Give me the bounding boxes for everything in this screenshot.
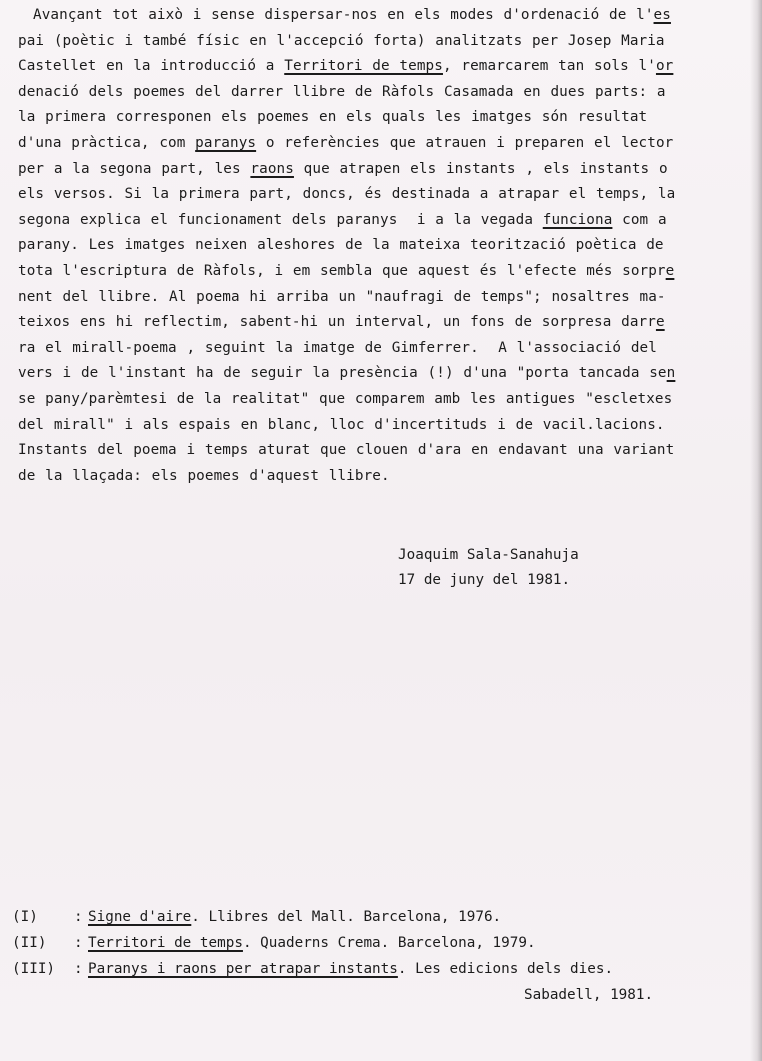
text-segment: Castellet en la introducció a: [18, 58, 285, 75]
reference-publisher: . Quaderns Crema. Barcelona, 1979.: [242, 935, 536, 951]
text-line: [18, 259, 718, 285]
underlined-text: n: [666, 365, 676, 382]
reference-publisher: . Llibres del Mall. Barcelona, 1976.: [191, 909, 502, 925]
text-segment: parany. Les imatges neixen aleshores de la mateixa teorització poètica de: [18, 237, 664, 254]
text-segment: Instants del poema i temps aturat que clouen d'ara en endavant una variant: [18, 442, 675, 459]
reference-number: (II): [12, 935, 47, 951]
text-segment: que atrapen els instants , els instants o: [293, 160, 668, 177]
text-line: [18, 438, 718, 464]
text-segment: de la llaçada: els poemes d'aquest llibre.: [18, 467, 390, 484]
reference-item: [12, 930, 712, 956]
underlined-text: raons: [250, 160, 294, 177]
text-line: [18, 310, 718, 336]
text-line: [18, 3, 718, 29]
text-segment: se pany/parèmtesi de la realitat" que comparem amb les antigues "escletxes: [18, 390, 673, 407]
underlined-text: es: [653, 7, 671, 23]
text-segment: la primera corresponen els poemes en els quals les imatges són resultat: [18, 109, 648, 126]
underlined-text: Territori de temps: [284, 58, 443, 75]
reference-separator: :: [74, 961, 83, 977]
reference-number: (I): [12, 909, 38, 925]
text-line: [18, 464, 718, 490]
text-segment: segona explica el funcionament dels paranys i a la vegada: [18, 211, 543, 228]
body-paragraph: [18, 3, 718, 489]
underlined-text: e: [655, 314, 665, 331]
text-segment: els versos. Si la primera part, doncs, és destinada a atrapar el temps, la: [18, 186, 676, 203]
text-line: [18, 29, 718, 55]
reference-publisher: . Les edicions dels dies.: [397, 961, 614, 977]
reference-title: Paranys i raons per atrapar instants: [88, 961, 398, 977]
page-edge-shadow: [750, 0, 762, 1061]
text-line: [18, 157, 718, 183]
text-segment: Avançant tot això i sense dispersar-nos en els modes d'ordenació de l': [33, 7, 654, 23]
text-line: [18, 105, 718, 131]
reference-title: Territori de temps: [88, 935, 243, 951]
text-segment: pai (poètic i també físic en l'accepció forta) analitzats per Josep Maria: [18, 32, 665, 49]
text-segment: teixos ens hi reflectim, sabent-hi un interval, un fons de sorpresa darr: [18, 314, 656, 331]
text-segment: ra el mirall-poema , seguint la imatge de Gimferrer. A l'associació del: [18, 339, 657, 356]
text-line: [18, 182, 718, 208]
text-segment: o referències que atrauen i preparen el lector: [256, 134, 674, 151]
text-line: [18, 233, 718, 259]
text-line: [18, 285, 718, 311]
text-segment: del mirall" i als espais en blanc, lloc d'incertituds i de vacil.lacions.: [18, 416, 665, 433]
text-line: [18, 336, 718, 362]
reference-separator: :: [74, 909, 83, 925]
text-segment: nent del llibre. Al poema hi arriba un "naufragi de temps"; nosaltres ma-: [18, 288, 666, 305]
text-line: [18, 208, 718, 234]
signature-date: 17 de juny del 1981.: [398, 572, 571, 588]
reference-title: Signe d'aire: [88, 909, 192, 925]
text-line: [18, 361, 718, 387]
reference-separator: :: [74, 935, 83, 951]
underlined-text: e: [665, 262, 675, 279]
text-segment: com a: [612, 211, 667, 228]
text-segment: , remarcarem tan sols l': [442, 58, 656, 75]
underlined-text: funciona: [542, 211, 613, 228]
reference-number: (III): [12, 961, 56, 977]
signature-block: [398, 543, 579, 593]
references-list: [12, 904, 712, 1008]
text-segment: d'una pràctica, com: [18, 134, 196, 151]
text-line: [18, 80, 718, 106]
reference-continuation: Sabadell, 1981.: [524, 987, 654, 1003]
author-name: Joaquim Sala-Sanahuja: [398, 547, 579, 563]
text-segment: vers i de l'instant ha de seguir la presència (!) d'una "porta tancada se: [18, 365, 667, 382]
text-line: [18, 54, 718, 80]
underlined-text: paranys: [195, 134, 257, 151]
text-line: [18, 413, 718, 439]
underlined-text: or: [655, 58, 674, 75]
text-line: [18, 387, 718, 413]
text-segment: denació dels poemes del darrer llibre de Ràfols Casamada en dues parts: a: [18, 83, 666, 100]
text-segment: per a la segona part, les: [18, 160, 251, 177]
text-line: [18, 131, 718, 157]
reference-item: [12, 956, 712, 982]
text-segment: tota l'escriptura de Ràfols, i em sembla que aquest és l'efecte més sorpr: [18, 262, 666, 279]
reference-item: [12, 904, 712, 930]
